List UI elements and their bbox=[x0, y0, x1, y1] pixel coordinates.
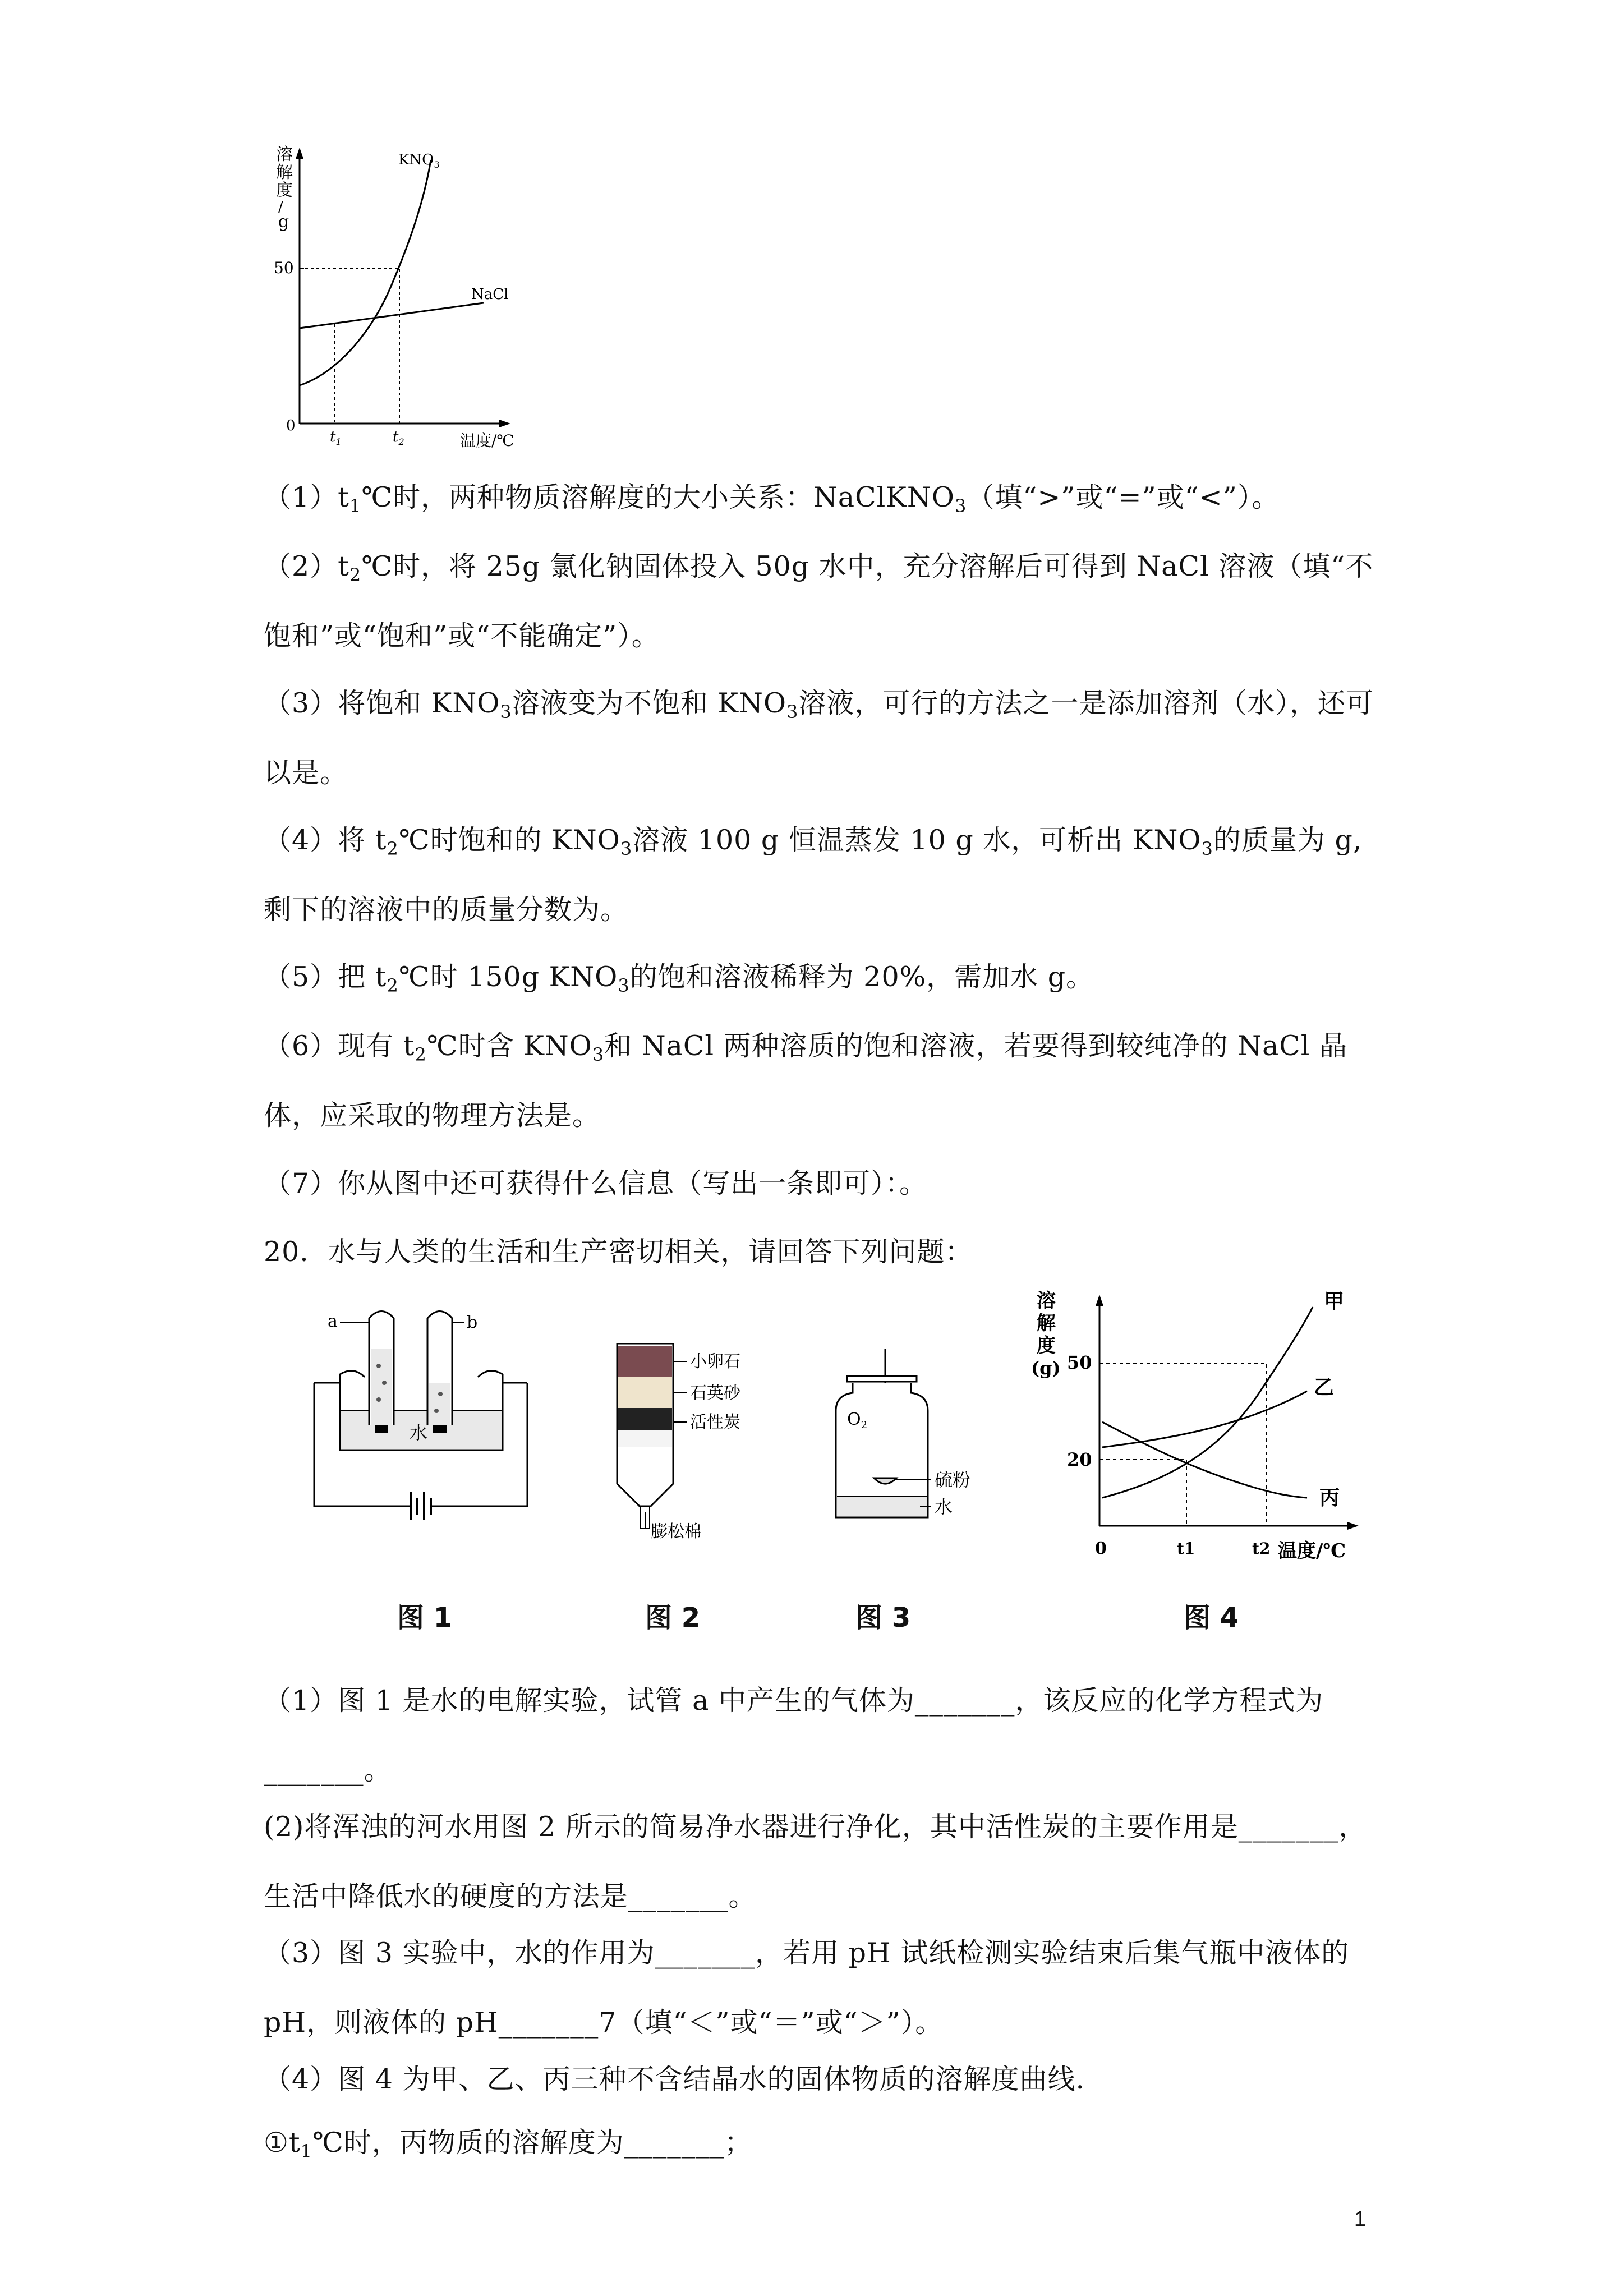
fig4-x-arrow bbox=[1347, 1522, 1359, 1530]
x-tick-t2: $t_2$ bbox=[393, 429, 404, 447]
q19-part3: （3）将饱和 $KNO_3$溶液变为不饱和 $KNO_3$溶液，可行的方法之一是添加溶剂（水），还可以是。 bbox=[264, 687, 1374, 789]
q19-part7: （7）你从图中还可获得什么信息（写出一条即可）：。 bbox=[264, 1167, 928, 1199]
q20-part2: (2)将浑浊的河水用图 2 所示的简易净水器进行净化，其中活性炭的主要作用是_______，生活中降低水的硬度的方法是_______。 bbox=[264, 1811, 1367, 1912]
caption-figure-4: 图 4 bbox=[1184, 1602, 1239, 1634]
jar-lid bbox=[847, 1376, 917, 1382]
fig4-guide-t1 bbox=[1099, 1460, 1186, 1526]
battery-icon bbox=[411, 1492, 431, 1520]
fig4-t2: t2 bbox=[1252, 1539, 1271, 1558]
y-axis-label-char: 度 bbox=[276, 181, 293, 200]
label-cotton: 膨松棉 bbox=[651, 1522, 701, 1542]
q20-part1: （1）图 1 是水的电解实验，试管 a 中产生的气体为_______，该反应的化学方程式为_______。 bbox=[264, 1685, 1324, 1786]
y-axis-label-char: g bbox=[278, 212, 289, 232]
label-quartz-sand: 石英砂 bbox=[690, 1383, 740, 1403]
fig4-ylabel-char: (g) bbox=[1031, 1358, 1061, 1379]
curve-jia bbox=[1102, 1307, 1313, 1498]
y-axis-label-char: 解 bbox=[276, 163, 293, 182]
x-axis-arrow bbox=[499, 420, 510, 427]
page-number: 1 bbox=[1354, 2207, 1366, 2231]
label-jia: 甲 bbox=[1324, 1290, 1345, 1313]
label-pebbles: 小卵石 bbox=[690, 1352, 740, 1372]
label-nacl: NaCl bbox=[471, 286, 509, 303]
q20-part3: （3）图 3 实验中，水的作用为_______，若用 pH 试纸检测实验结束后集气瓶中液体的 pH，则液体的 pH_______7（填“＜”或“＝”或“＞”）。 bbox=[264, 1937, 1350, 2039]
y-axis-label-char: / bbox=[278, 199, 283, 215]
layer-pebbles bbox=[618, 1346, 672, 1377]
figure-4-solubility-chart bbox=[1027, 1285, 1374, 1565]
caption-figure-1: 图 1 bbox=[397, 1602, 453, 1634]
label-kno3: $KNO_3$ bbox=[398, 151, 440, 170]
figure-2-water-filter bbox=[611, 1343, 802, 1545]
solubility-chart-kno3-nacl bbox=[264, 143, 555, 457]
q19-part4: （4）将 $t_2℃$时饱和的 $KNO_3$溶液 100 g 恒温蒸发 10 g 水，可析出 $KNO_3$的质量为 g,剩下的溶液中的质量分数为。 bbox=[264, 824, 1363, 926]
o2-label: $O_2$ bbox=[847, 1410, 868, 1431]
label-bing: 丙 bbox=[1319, 1486, 1340, 1510]
x-tick-t1: $t_1$ bbox=[330, 429, 342, 447]
electrode-b bbox=[433, 1425, 447, 1433]
label-sulfur-powder: 硫粉 bbox=[935, 1469, 971, 1490]
caption-figure-3: 图 3 bbox=[855, 1602, 911, 1634]
fig4-t1: t1 bbox=[1177, 1539, 1195, 1558]
caption-figure-2: 图 2 bbox=[645, 1602, 701, 1634]
fig4-y-arrow bbox=[1096, 1295, 1103, 1306]
tube-a-label: a bbox=[328, 1312, 338, 1331]
x-axis-label: 温度/℃ bbox=[460, 431, 514, 450]
y-tick-label-50: 50 bbox=[274, 259, 294, 277]
q19-part1: $(1)t_1℃$时，两种物质溶解度的大小关系：NaClKNO$_3$（填“>”或“=”或“<”）。 bbox=[264, 481, 1280, 517]
figure-3-gas-jar bbox=[830, 1349, 1015, 1540]
fig4-xlabel: 温度/℃ bbox=[1278, 1540, 1346, 1562]
trough-rim-right bbox=[478, 1371, 503, 1377]
origin-label: 0 bbox=[286, 417, 296, 434]
jar-water bbox=[837, 1496, 927, 1516]
layer-activated-carbon bbox=[618, 1408, 672, 1430]
trough-rim-left bbox=[340, 1371, 365, 1377]
water-label: 水 bbox=[410, 1422, 428, 1443]
q20-intro: 20．水与人类的生活和生产密切相关，请回答下列问题： bbox=[264, 1236, 973, 1268]
fig4-y20: 20 bbox=[1067, 1449, 1092, 1470]
layer-quartz-sand bbox=[618, 1377, 672, 1408]
q20-part4: （4）图 4 为甲、乙、丙三种不含结晶水的固体物质的溶解度曲线. bbox=[264, 2063, 1085, 2095]
y-axis-arrow bbox=[296, 148, 303, 159]
figure-1-electrolysis bbox=[303, 1299, 539, 1534]
curve-nacl bbox=[300, 303, 484, 328]
tube-b-water bbox=[429, 1383, 450, 1425]
y-axis-label-char: 溶 bbox=[276, 145, 293, 164]
label-activated-carbon: 活性炭 bbox=[690, 1412, 740, 1432]
q20-part5: $①t_1℃$时，丙物质的溶解度为_______； bbox=[264, 2127, 753, 2162]
label-water: 水 bbox=[935, 1496, 953, 1517]
fig4-ylabel-char: 解 bbox=[1037, 1312, 1056, 1335]
fig4-ylabel-char: 溶 bbox=[1037, 1290, 1056, 1312]
fig4-y50: 50 bbox=[1067, 1352, 1092, 1373]
curve-kno3 bbox=[300, 160, 431, 385]
q19-part2: $(2)t_2℃$时，将 25g 氯化钠固体投入 50g 水中，充分溶解后可得到 NaCl 溶液（填“不饱和”或“饱和”或“不能确定”）。 bbox=[264, 550, 1374, 652]
fig4-ylabel-char: 度 bbox=[1037, 1335, 1056, 1357]
layer-cotton bbox=[618, 1430, 672, 1447]
q19-part6: （6）现有 $t_2℃$时含 $KNO_3$和 NaCl 两种溶质的饱和溶液，若要得到较纯净的 NaCl 晶体，应采取的物理方法是。 bbox=[264, 1030, 1348, 1131]
label-yi: 乙 bbox=[1314, 1375, 1335, 1399]
electrode-a bbox=[375, 1425, 388, 1433]
fig4-origin: 0 bbox=[1095, 1539, 1107, 1558]
tube-a-water bbox=[371, 1349, 392, 1425]
q19-part5: （5）把 $t_2℃$时 150g $KNO_3$的饱和溶液稀释为 20%，需加水 g。 bbox=[264, 961, 1094, 996]
tube-b-label: b bbox=[467, 1313, 478, 1332]
guide-50 bbox=[300, 268, 399, 424]
curve-bing bbox=[1102, 1422, 1307, 1498]
